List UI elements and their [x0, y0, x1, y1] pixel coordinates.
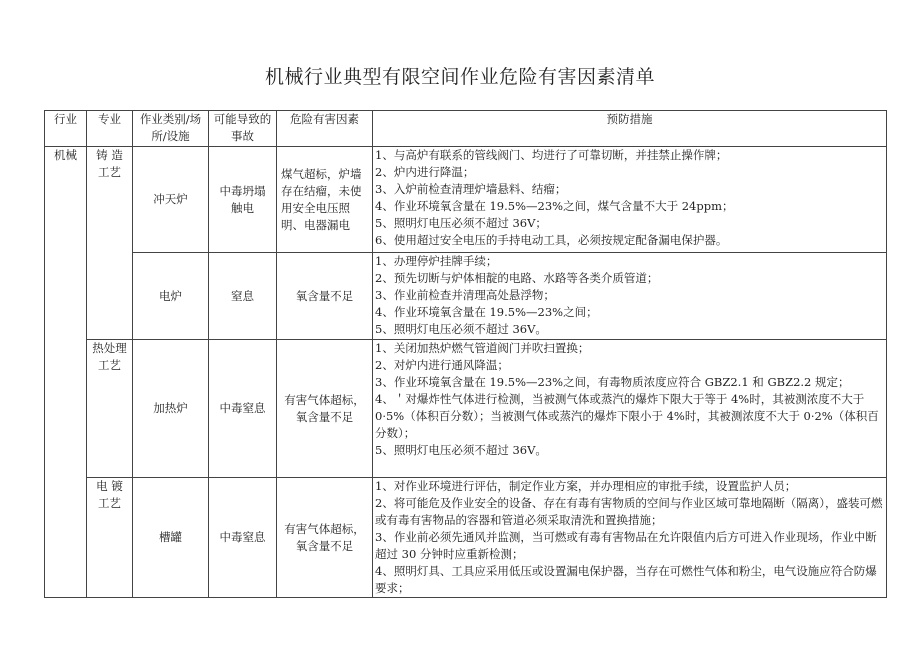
measure-item: 2、对炉内进行通风降温； [375, 358, 509, 372]
page-title: 机械行业典型有限空间作业危险有害因素清单 [264, 66, 655, 88]
measure-item: 4、＇对爆炸性气体进行检测，当被测气体或蒸汽的爆炸下限大于等于 4%时，其被测浓度不大于 0·5%（体积百分数）；当被测气体或蒸汽的爆炸下限小于 4%时，其被测浓度不大于 0·2%（体积百分数）； [375, 392, 879, 440]
measure-item: 4、作业环境氧含量在 19.5%—23%之间； [375, 305, 598, 319]
hazard-table [44, 110, 887, 598]
accident-cell: 中毒坍塌触电 [209, 147, 277, 253]
measure-item: 2、炉内进行降温； [375, 165, 475, 179]
measure-item: 1、关闭加热炉燃气管道阀门并吹扫置换； [375, 341, 590, 355]
measures-cell [373, 147, 887, 253]
measure-item: 1、对作业环境进行评估，制定作业方案，并办理相应的审批手续，设置监护人员； [375, 479, 797, 493]
measure-item: 3、入炉前检查清理炉墙悬料、结瘤； [375, 182, 567, 196]
measure-item: 3、作业前必须先通风并监测，当可燃或有毒有害物品在允许限值内后方可进入作业现场，作业中断超过 30 分钟时应重新检测； [375, 530, 877, 561]
measure-item: 5、照明灯电压必须不超过 36V； [375, 216, 547, 230]
hazard-cell: 有害气体超标，氧含量不足 [277, 340, 373, 478]
header-measures: 预防措施 [373, 111, 887, 147]
measure-item: 2、预先切断与炉体相靛的电路、水路等各类介质管道； [375, 271, 659, 285]
measure-item: 4、照明灯具、工具应采用低压或设置漏电保护器，当存在可燃性气体和粉尘，电气设施应符合防爆要求； [375, 564, 877, 595]
header-category: 作业类别/场所/设施 [133, 111, 209, 147]
hazard-cell: 有害气体超标，氧含量不足 [277, 478, 373, 598]
header-row [45, 111, 887, 147]
measures-cell [373, 340, 887, 478]
category-cell: 冲天炉 [133, 147, 209, 253]
table-row [45, 147, 887, 253]
measure-item: 5、照明灯电压必须不超过 36V。 [375, 322, 547, 336]
industry-cell: 机械 [45, 147, 87, 598]
table-row [45, 253, 887, 340]
measures-cell [373, 253, 887, 340]
measure-item: 4、作业环境氧含量在 19.5%—23%之间，煤气含量不大于 24ppm； [375, 199, 734, 213]
header-accident: 可能导致的事故 [209, 111, 277, 147]
category-cell: 电炉 [133, 253, 209, 340]
accident-cell: 中毒窒息 [209, 478, 277, 598]
specialty-heat: 热处理工艺 [87, 340, 133, 478]
measure-item: 1、与高炉有联系的管线阀门、均进行了可靠切断，并挂禁止操作牌； [375, 148, 728, 162]
measure-item: 3、作业前检查并清理高处悬浮物； [375, 288, 555, 302]
category-cell: 加热炉 [133, 340, 209, 478]
hazard-cell: 氧含量不足 [277, 253, 373, 340]
measures-cell [373, 478, 887, 598]
specialty-plating: 电 镀工艺 [87, 478, 133, 598]
measure-item: 6、使用超过安全电压的手持电动工具，必须按规定配备漏电保护器。 [375, 233, 728, 247]
table-row [45, 478, 887, 598]
accident-cell: 中毒窒息 [209, 340, 277, 478]
header-hazard: 危险有害因素 [277, 111, 373, 147]
header-industry: 行业 [45, 111, 87, 147]
measure-item: 3、作业环境氧含量在 19.5%—23%之间，有毒物质浓度应符合 GBZ2.1 和 GBZ2.2 规定； [375, 375, 850, 389]
hazard-cell: 煤气超标，炉墙存在结瘤，未使用安全电压照明、电器漏电 [277, 147, 373, 253]
measure-item: 5、照明灯电压必须不超过 36V。 [375, 443, 547, 457]
header-specialty: 专业 [87, 111, 133, 147]
category-cell: 槽罐 [133, 478, 209, 598]
measure-item: 2、将可能危及作业安全的设备、存在有毒有害物质的空间与作业区域可靠地隔断（隔离），盛装可燃或有毒有害物品的容器和管道必须采取清洗和置换措施； [375, 496, 883, 527]
specialty-casting: 铸 造工艺 [87, 147, 133, 340]
table-row [45, 340, 887, 478]
measure-item: 1、办理停炉挂牌手续； [375, 254, 498, 268]
accident-cell: 窒息 [209, 253, 277, 340]
